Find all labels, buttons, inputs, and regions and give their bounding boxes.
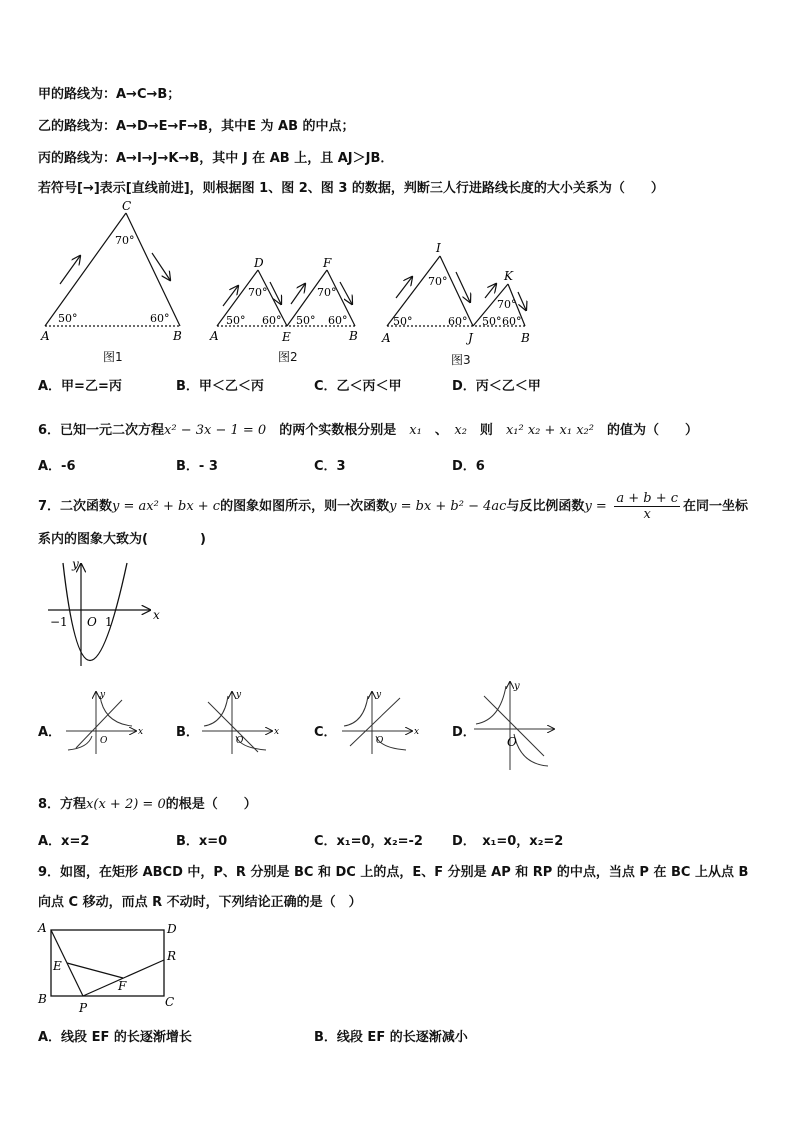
rectangle-figure xyxy=(34,918,184,1016)
svg-text:60°: 60° xyxy=(502,315,522,328)
svg-text:O: O xyxy=(87,615,97,629)
svg-text:E: E xyxy=(53,959,62,973)
parabola-figure xyxy=(45,558,175,670)
q7-option-d[interactable]: D． xyxy=(452,725,476,740)
label-j: J xyxy=(468,331,473,345)
q7-graph-a xyxy=(62,688,142,758)
q8-equation: x(x + 2) = 0 xyxy=(86,797,166,812)
route-yi: 乙的路线为：A→D→E→F→B，其中E 为 AB 的中点； xyxy=(38,119,355,134)
svg-text:O: O xyxy=(507,735,517,749)
svg-text:y: y xyxy=(236,690,242,700)
angle-60: 60° xyxy=(150,312,170,325)
svg-text:70°: 70° xyxy=(317,286,337,299)
svg-text:C: C xyxy=(165,995,175,1009)
svg-text:60°: 60° xyxy=(328,314,348,327)
svg-text:50°: 50° xyxy=(226,314,246,327)
route-jia: 甲的路线为：A→C→B； xyxy=(38,87,181,102)
q6-equation: x² − 3x − 1 = 0 xyxy=(164,423,267,438)
q9-option-a[interactable]: A．线段 EF 的长逐渐增长 xyxy=(38,1030,192,1045)
q8-option-b[interactable]: B．x=0 xyxy=(176,834,228,849)
q8-option-d[interactable]: D． x₁=0，x₂=2 xyxy=(452,834,564,849)
route-bing: 丙的路线为：A→I→J→K→B，其中 J 在 AB 上，且 AJ＞JB． xyxy=(38,151,394,166)
q7-graph-c xyxy=(338,688,418,758)
q5-option-d[interactable]: D．丙＜乙＜甲 xyxy=(452,379,541,394)
figure-2-caption: 图2 xyxy=(278,350,298,364)
svg-text:60°: 60° xyxy=(262,314,282,327)
q8-stem: 8．方程x(x + 2) = 0的根是（ ） xyxy=(38,797,257,812)
q7-option-c[interactable]: C． xyxy=(314,725,337,740)
svg-text:A: A xyxy=(38,921,47,935)
q6-expression: x₁² x₂ + x₁ x₂² xyxy=(505,423,594,438)
svg-text:x: x xyxy=(153,608,160,622)
label-d: D xyxy=(254,256,264,270)
q9-stem-line2: 向点 C 移动，而点 R 不动时，下列结论正确的是（ ） xyxy=(38,895,362,910)
svg-text:50°: 50° xyxy=(296,314,316,327)
svg-text:P: P xyxy=(79,1001,88,1015)
q5-option-a[interactable]: A．甲=乙=丙 xyxy=(38,379,122,394)
svg-text:y: y xyxy=(376,690,382,700)
svg-text:y: y xyxy=(72,557,79,571)
svg-text:x: x xyxy=(274,727,280,737)
label-c: C xyxy=(122,199,132,213)
q6-option-a[interactable]: A．-6 xyxy=(38,459,76,474)
route-figures xyxy=(30,198,570,370)
svg-text:−1: −1 xyxy=(50,615,68,629)
svg-text:70°: 70° xyxy=(428,275,448,288)
q7-graph-d xyxy=(470,678,560,773)
q8-option-c[interactable]: C．x₁=0，x₂=-2 xyxy=(314,834,423,849)
q5-option-c[interactable]: C．乙＜丙＜甲 xyxy=(314,379,402,394)
svg-text:x: x xyxy=(414,727,420,737)
svg-text:O: O xyxy=(100,736,108,746)
label-e: E xyxy=(282,330,291,344)
q9-option-b[interactable]: B．线段 EF 的长逐渐减小 xyxy=(314,1030,468,1045)
svg-text:A: A xyxy=(382,331,391,345)
q8-option-a[interactable]: A．x=2 xyxy=(38,834,90,849)
svg-text:50°: 50° xyxy=(393,315,413,328)
label-a: A xyxy=(41,329,50,343)
q7-option-b[interactable]: B． xyxy=(176,725,199,740)
label-b: B xyxy=(173,329,182,343)
svg-text:x: x xyxy=(138,727,144,737)
svg-text:50°: 50° xyxy=(482,315,502,328)
figure-1-caption: 图1 xyxy=(103,350,123,364)
svg-text:B: B xyxy=(521,331,530,345)
q7-stem-line1: 7．二次函数y = ax² + bx + c的图象如图所示，则一次函数y = bx + b² − 4ac与反比例函数y = $\frac{a + b + c}{x}$ 在同一坐标 xyxy=(38,491,749,522)
svg-text:R: R xyxy=(167,949,177,963)
label-i: I xyxy=(436,241,441,255)
svg-text:D: D xyxy=(167,922,177,936)
svg-text:F: F xyxy=(118,979,127,993)
q6-option-b[interactable]: B．- 3 xyxy=(176,459,218,474)
svg-text:y: y xyxy=(514,681,520,692)
q7-stem-line2: 系内的图象大致为( ) xyxy=(38,532,206,547)
q7-option-a[interactable]: A． xyxy=(38,725,62,740)
q7-graph-b xyxy=(198,688,278,758)
q5-option-b[interactable]: B．甲＜乙＜丙 xyxy=(176,379,264,394)
figure-3 xyxy=(381,241,530,345)
svg-text:A: A xyxy=(210,329,219,343)
angle-70: 70° xyxy=(115,234,135,247)
q6-stem: 6．已知一元二次方程x² − 3x − 1 = 0 的两个实数根分别是 x₁ 、 x₂ 则 x₁² x₂ + x₁ x₂² 的值为（ ） xyxy=(38,423,699,438)
figure-2 xyxy=(209,256,358,344)
svg-text:1: 1 xyxy=(105,615,113,629)
svg-text:70°: 70° xyxy=(497,298,517,311)
svg-text:B: B xyxy=(349,329,358,343)
q5-question: 若符号[→]表示[直线前进]，则根据图 1、图 2、图 3 的数据，判断三人行进路线长度的大小关系为（ ） xyxy=(38,181,664,196)
figure-1 xyxy=(40,199,182,343)
svg-text:O: O xyxy=(236,736,244,746)
q6-option-d[interactable]: D．6 xyxy=(452,459,485,474)
svg-text:60°: 60° xyxy=(448,315,468,328)
figure-3-caption: 图3 xyxy=(451,353,471,367)
q6-option-c[interactable]: C．3 xyxy=(314,459,346,474)
svg-text:O: O xyxy=(376,736,384,746)
svg-text:70°: 70° xyxy=(248,286,268,299)
q7-fraction: $\frac{a + b + c}{x}$ xyxy=(616,491,679,522)
svg-text:y: y xyxy=(100,690,106,700)
label-f: F xyxy=(323,256,332,270)
label-k: K xyxy=(504,269,513,283)
angle-50: 50° xyxy=(58,312,78,325)
q9-stem-line1: 9．如图，在矩形 ABCD 中，P、R 分别是 BC 和 DC 上的点，E、F 分别是 AP 和 RP 的中点，当点 P 在 BC 上从点 B xyxy=(38,865,749,880)
svg-text:B: B xyxy=(38,992,47,1006)
